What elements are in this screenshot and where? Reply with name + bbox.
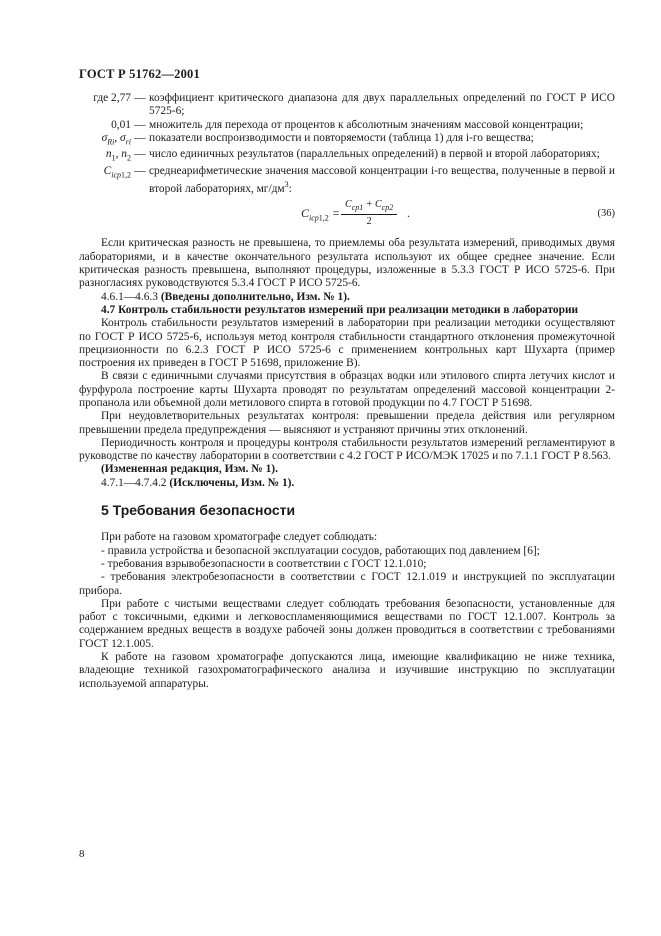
definition-dash: — [134,131,146,144]
paragraph: Периодичность контроля и процедуры контроля стабильности результатов измерений регламентируют в руководстве по качеству лаборатории в соответствии с 4.2 ГОСТ Р ИСО/МЭК 17025 и по 7.1.1 ГОСТ Р 8.563. [79,436,615,463]
formula-denominator: 2 [366,216,372,228]
formula-fraction [341,198,397,228]
definition-text: показатели воспроизводимости и повторяемости (таблица 1) для i-го вещества; [149,131,534,144]
definition-row [79,165,615,196]
document-body [79,92,615,691]
formula-lhs: $C_{icp1,2}$ = [301,206,340,223]
subsection-heading: 4.7 Контроль стабильности результатов измерений при реализации методики в лаборатории [101,303,579,316]
definition-label: $n_1$, $n_2$ [105,148,131,163]
definition-label: $\sigma_{Ri}$, $\sigma_{ri}$ [101,131,131,147]
definition-row [79,92,615,119]
paragraph: При неудовлетворительных результатах контроля: превышении предела действия или регулярном превышении предела предупреждения — выясняют и устраняют причины этих отклонений. [79,410,615,436]
definition-dash: — [134,118,146,131]
section-heading: 5 Требования безопасности [101,502,296,519]
definition-text: множитель для перехода от процентов к абсолютным значениям массовой концентрации; [149,118,584,131]
definition-text: среднеарифметические значения массовой концентрации i-го вещества, полученные в первой и второй лабораториях, $мг/дм^3$: [149,165,615,196]
definition-row [79,148,615,165]
page-number: 8 [79,848,85,860]
definition-row [79,132,615,149]
formula-36 [79,198,615,232]
definition-label: где 2,77 [93,92,131,104]
list-item: - требования электробезопасности в соответствии с ГОСТ 12.1.019 и инструкцией по эксплуатации прибора. [79,571,615,597]
amendment-note: 4.7.1—4.7.4.2 (Исключены, Изм. № 1). [101,476,295,489]
paragraph: Если критическая разность не превышена, то приемлемы оба результата измерений, приводимых двумя лабораториями, и в качестве окончательного результата используют их общее среднее значение. Если критическая разность превышена, выполняют процедуры, изложенные в 5.3.3 ГОСТ Р ИСО 5725-6. При разногласиях руководствуются 5.3.4 ГОСТ Р ИСО 5725-6. [79,237,615,290]
paragraph: При работе на газовом хроматографе следует соблюдать: [101,531,378,544]
definition-text: число единичных результатов (параллельных определений) в первой и второй лабораториях; [149,148,600,161]
paragraph: К работе на газовом хроматографе допускаются лица, имеющие квалификацию не ниже техника, владеющие техникой газохроматографического анализа и изучившие инструкцию по эксплуатации используемой аппаратуры. [79,651,615,690]
definition-row [79,119,615,132]
definition-dash: — [134,92,146,104]
paragraph: Контроль стабильности результатов измерений в лаборатории при реализации методики осуществляют по ГОСТ Р ИСО 5725-6, используя метод контроля стабильности стандартного отклонения промежуточной прецизионности по 6.2.3 ГОСТ Р ИСО 5725-6 с применением контрольных карт Шухарта (пример построения их приведен в ГОСТ Р 51698, приложение В). [79,317,615,370]
formula-period: . [407,206,410,221]
paragraph: При работе с чистыми веществами следует соблюдать требования безопасности, установленные для работ с токсичными, едкими и легковоспламеняющимися веществами по ГОСТ 12.1.007. Контроль за содержанием вредных веществ в воздухе рабочей зоны должен проводиться в соответствии с требованиями ГОСТ 12.1.005. [79,597,615,650]
formula-numerator: $C_{cp1} + C_{cp2}$ [341,198,397,215]
amendment-note: 4.6.1—4.6.3 (Введены дополнительно, Изм. № 1). [101,290,350,303]
paragraph: В связи с единичными случаями присутствия в образцах водки или этилового спирта летучих кислот и фурфурола построение карты Шухарта проводят по результатам определений массовой концентрации 2-пропанола или объемной доли метилового спирта в готовой продукции по 4.7 ГОСТ Р 51698. [79,370,615,409]
definition-dash: — [134,165,146,178]
formula-number: (36) [597,208,615,220]
definition-label: 0,01 [111,118,131,131]
definition-text: коэффициент критического диапазона для двух параллельных определений по ГОСТ Р ИСО 5725-6; [149,92,615,118]
document-header: ГОСТ Р 51762—2001 [79,67,200,81]
list-item: - правила устройства и безопасной эксплуатации сосудов, работающих под давлением [6]; [101,544,540,557]
definition-dash: — [134,148,146,161]
amendment-note: (Измененная редакция, Изм. № 1). [101,463,278,476]
list-item: - требования взрывобезопасности в соответствии с ГОСТ 12.1.010; [101,557,427,570]
definition-label: $C_{icp1,2}$ [103,165,131,180]
